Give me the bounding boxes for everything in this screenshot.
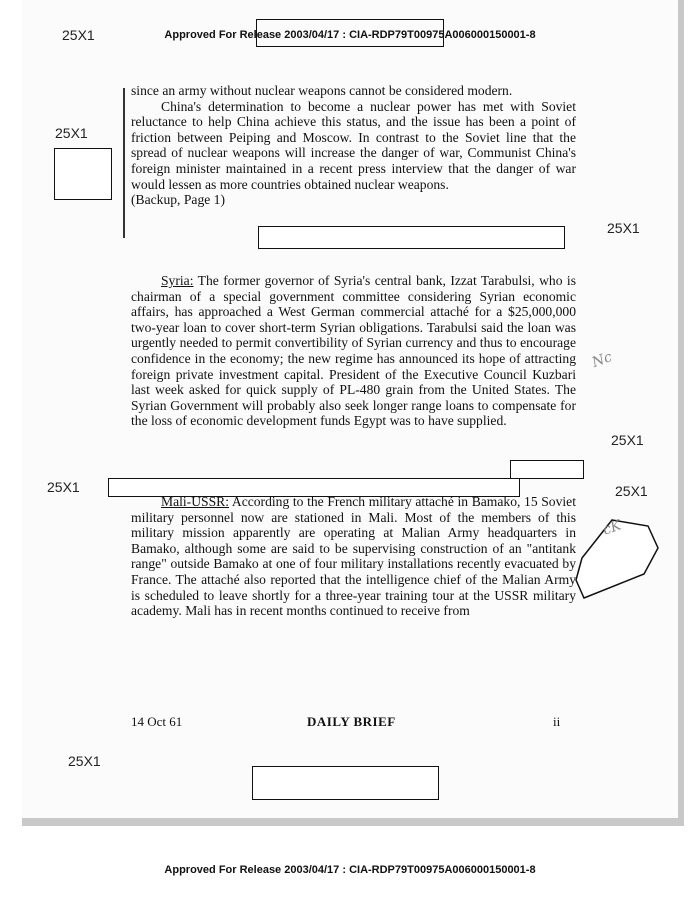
syria-heading: Syria: xyxy=(161,273,194,288)
release-footer: Approved For Release 2003/04/17 : CIA-RDP79T00975A006000150001-8 xyxy=(164,864,536,876)
footer-date: 14 Oct 61 xyxy=(131,714,183,729)
syria-paragraph xyxy=(131,273,576,429)
china-continuation: since an army without nuclear weapons cannot be considered modern. xyxy=(131,83,513,98)
footer-page-number: ii xyxy=(553,714,561,729)
release-header: Approved For Release 2003/04/17 : CIA-RDP79T00975A006000150001-8 xyxy=(164,29,536,41)
china-section xyxy=(131,83,576,208)
classification-mark: 25X1 xyxy=(611,432,644,448)
footer-title: DAILY BRIEF xyxy=(307,714,396,729)
syria-text: The former governor of Syria's central bank, Izzat Tarabulsi, who is chairman of a special government committee considering Syrian economic affairs, has approached a West German commercial attaché for a $25,000,000 two-year loan to cover short-term Syrian obligations. Tarabulsi said the loan was urgently needed to permit convertibility of Syrian currency and thus to encourage confidence in the economy; the new regime has announced its hope of attracting foreign private investment capital. President of the Executive Council Kuzbari last week asked for quick supply of PL-480 grain from the United States. The Syrian Government will probably also seek longer range loans to compensate for the loss of economic development funds Egypt was to have supplied. xyxy=(131,273,576,429)
classification-mark: 25X1 xyxy=(607,220,640,236)
handwritten-note: Nc xyxy=(589,349,615,371)
classification-mark: 25X1 xyxy=(68,753,101,769)
redaction-box-header xyxy=(256,19,444,47)
mali-heading: Mali-USSR: xyxy=(161,494,229,509)
syria-section xyxy=(131,273,576,429)
classification-mark: 25X1 xyxy=(615,483,648,499)
redaction-box xyxy=(258,226,565,249)
classification-mark: 25X1 xyxy=(47,479,80,495)
classification-mark: 25X1 xyxy=(62,27,95,43)
mali-text: According to the French military attaché in Bamako, 15 Soviet military personnel now are stationed in Mali. Most of the members of this military mission apparently are operating at Malian Army headquarters in Bamako, although some are said to be supervising construction of an "antitank range" outside Bamako at one of four military installations recently evacuated by France. The attaché also reported that the intelligence chief of the Malian Army is scheduled to leave shortly for a three-year training tour at the USSR military academy. Mali has in recent months continued to receive from xyxy=(131,494,576,619)
mali-paragraph xyxy=(131,494,576,619)
backup-reference: (Backup, Page 1) xyxy=(131,192,225,208)
china-paragraph: China's determination to become a nuclear power has met with Soviet reluctance to help China achieve this status, and the issue has been a point of friction between Peiping and Moscow. In contrast to the Soviet line that the spread of nuclear weapons will increase the danger of war, Communist China's foreign minister maintained in a recent press interview that the danger of war would lessen as more countries obtained nuclear weapons. xyxy=(131,98,576,192)
redaction-box xyxy=(252,766,439,800)
classification-mark: 25X1 xyxy=(55,125,88,141)
redaction-box xyxy=(54,148,112,200)
redaction-box xyxy=(510,460,584,479)
mali-section xyxy=(131,494,576,619)
edit-bracket xyxy=(123,88,125,238)
handwritten-note: cK xyxy=(600,517,624,539)
